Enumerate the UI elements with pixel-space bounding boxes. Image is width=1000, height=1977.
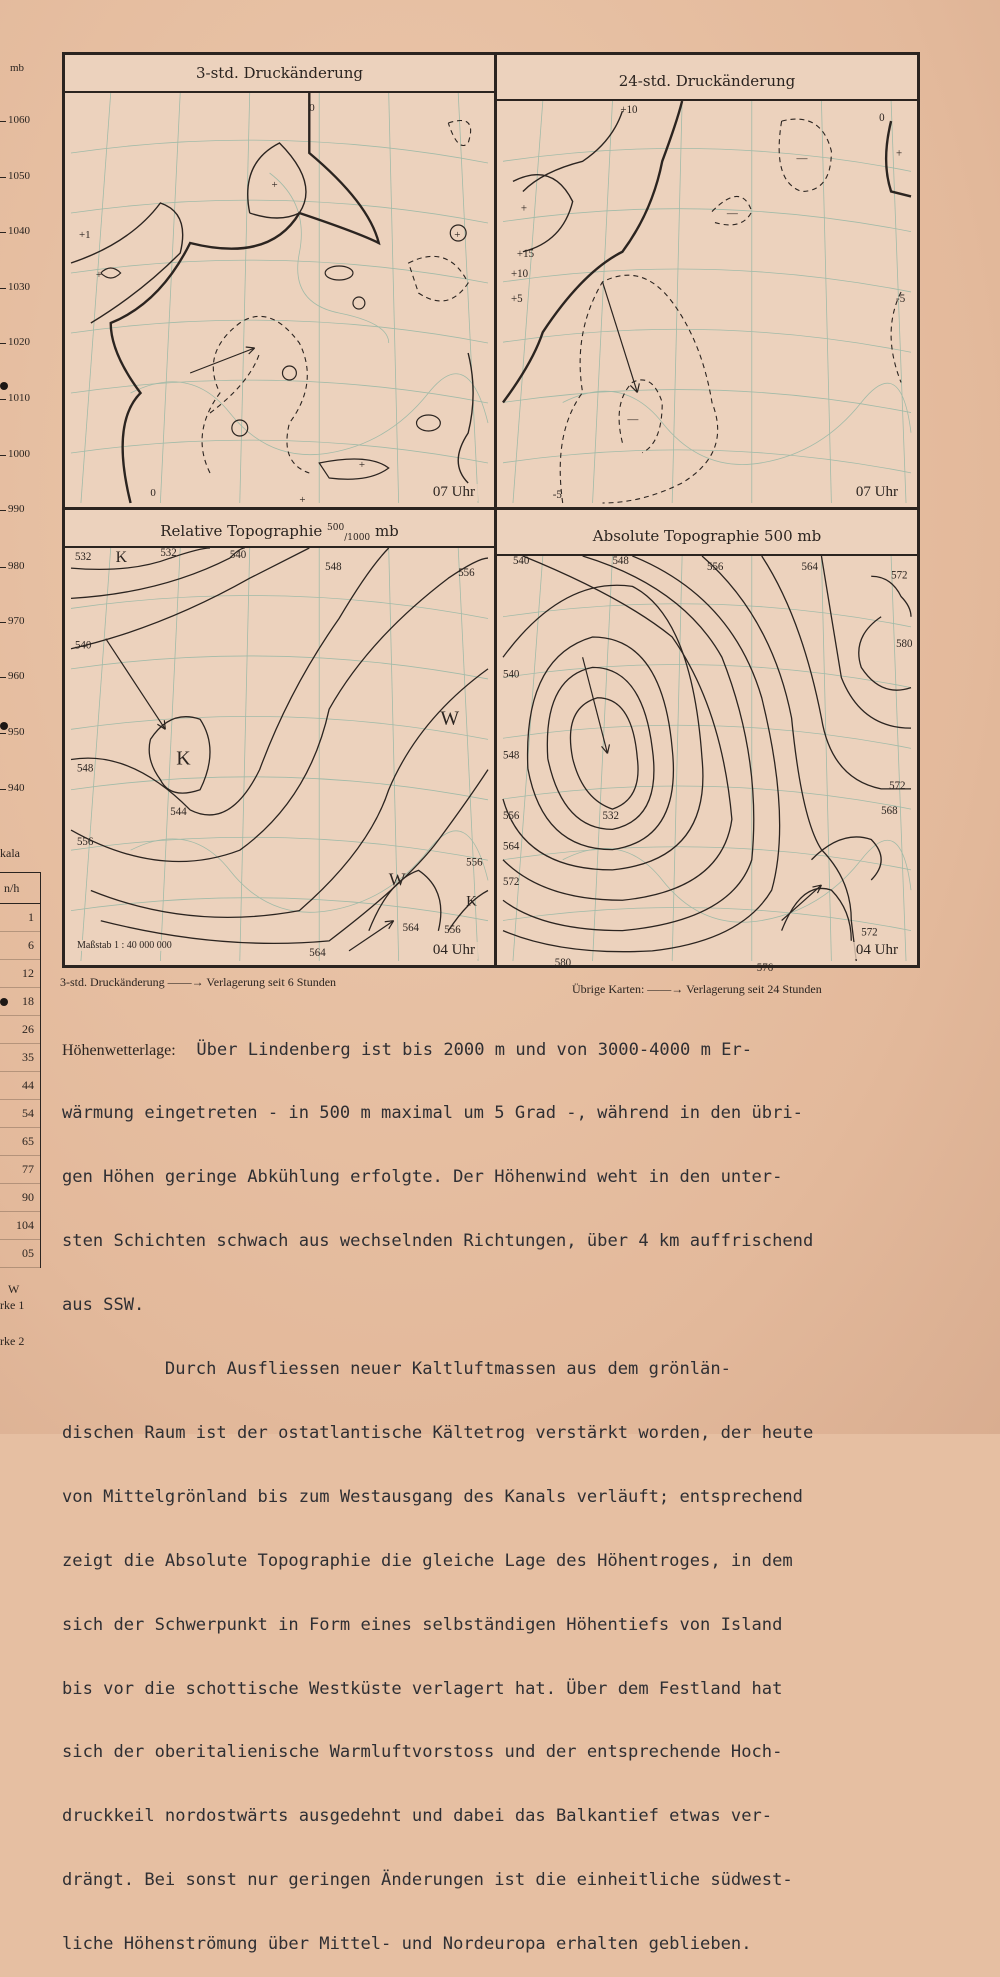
svg-text:+10: +10 xyxy=(620,104,638,117)
binder-hole xyxy=(0,722,8,730)
panel-title: 24-std. Druckänderung xyxy=(497,63,917,101)
svg-text:+1: +1 xyxy=(78,228,91,242)
contour-label: 556 xyxy=(76,836,94,849)
scale-tick: 1010 xyxy=(0,392,30,404)
contour-label: 572 xyxy=(891,569,908,582)
contour-label: 532 xyxy=(602,810,619,823)
map-time: 04 Uhr xyxy=(430,942,478,959)
panel-title: Absolute Topographie 500 mb xyxy=(497,518,917,556)
contour-label: 532 xyxy=(74,551,92,564)
weather-report-text xyxy=(62,997,962,1977)
binder-hole xyxy=(0,382,8,390)
wind-row: 05 xyxy=(0,1240,40,1268)
map-24h-pressure-change xyxy=(503,101,911,503)
wind-row: 65 xyxy=(0,1128,40,1156)
scale-label: kala xyxy=(0,846,20,860)
svg-text:-5: -5 xyxy=(896,292,906,306)
report-text-line: dischen Raum ist der ostatlantische Kältetrog verstärkt worden, der heute xyxy=(62,1422,814,1443)
wind-row: 6 xyxy=(0,932,40,960)
svg-text:+: + xyxy=(95,268,102,282)
report-text-line: gen Höhen geringe Abkühlung erfolgte. Der Höhenwind weht in den unter- xyxy=(62,1167,783,1188)
wind-row: 90 xyxy=(0,1184,40,1212)
svg-text:0: 0 xyxy=(879,112,885,125)
svg-text:+: + xyxy=(896,147,903,160)
panel-title xyxy=(65,510,494,548)
report-text-line: bis vor die schottische Westküste verlagert hat. Über dem Festland hat xyxy=(62,1678,783,1699)
contour-label: 532 xyxy=(160,546,177,560)
wind-row: 1 xyxy=(0,904,40,932)
contour-label: 556 xyxy=(444,923,461,936)
contour-label: 556 xyxy=(466,856,483,869)
panel-divider-horizontal xyxy=(65,507,917,510)
panel-title-sup: 500 xyxy=(327,523,345,533)
contour-label: K xyxy=(115,549,128,567)
contour-label: 548 xyxy=(503,749,520,762)
map-scale-note: Maßstab 1 : 40 000 000 xyxy=(77,940,172,951)
svg-text:—: — xyxy=(627,413,639,426)
contour-label: 580 xyxy=(554,956,572,970)
report-text-line: liche Höhenströmung über Mittel- und Nordeuropa erhalten geblieben. xyxy=(62,1934,752,1955)
contour-label: 564 xyxy=(801,561,818,574)
contour-label: 564 xyxy=(503,840,520,853)
contour-label: 540 xyxy=(74,639,92,652)
contour-label: 568 xyxy=(881,805,898,818)
wind-speed-table xyxy=(0,872,41,1268)
contour-label: 572 xyxy=(503,875,520,889)
contour-label: 540 xyxy=(512,555,530,568)
wind-row: 26 xyxy=(0,1016,40,1044)
report-text-line: Über Lindenberg ist bis 2000 m und von 3000-4000 m Er- xyxy=(196,1039,753,1060)
contour-label: 540 xyxy=(229,549,247,562)
svg-text:+5: +5 xyxy=(510,292,523,306)
wind-row: 77 xyxy=(0,1156,40,1184)
map-time: 07 Uhr xyxy=(853,484,901,501)
scale-tick: 990 xyxy=(0,503,25,515)
wind-row: 44 xyxy=(0,1072,40,1100)
report-line xyxy=(62,1040,962,1061)
scale-tick: 1060 xyxy=(0,114,30,126)
contour-label: 576 xyxy=(756,962,774,975)
scale-tick: 1000 xyxy=(0,448,30,460)
contour-label: 572 xyxy=(889,779,906,792)
contour-label: 564 xyxy=(402,921,419,934)
scale-tick: 980 xyxy=(0,560,25,572)
report-text-line: aus SSW. xyxy=(62,1295,145,1316)
contour-label: 556 xyxy=(458,567,475,580)
contour-label: 544 xyxy=(170,805,187,818)
report-text-line: sich der Schwerpunkt in Form eines selbständigen Höhentiefs von Island xyxy=(62,1614,783,1635)
map-3h-pressure-change xyxy=(71,93,488,507)
legend-right: Übrige Karten: ——→ Verlagerung seit 24 Stunden xyxy=(572,982,822,996)
scale-footnote: rke 1 xyxy=(0,1298,25,1312)
contour-label: 564 xyxy=(309,946,326,959)
svg-text:0: 0 xyxy=(150,486,156,500)
scale-footnote: W xyxy=(8,1282,20,1296)
binder-hole xyxy=(0,998,8,1006)
wind-table-header: n/h xyxy=(0,872,40,904)
report-text-line: druckkeil nordostwärts ausgedehnt und dabei das Balkantief etwas ver- xyxy=(62,1806,773,1827)
svg-text:+15: +15 xyxy=(516,247,535,260)
map-time: 07 Uhr xyxy=(430,484,478,501)
contour-label: 548 xyxy=(612,555,629,568)
contour-label: 556 xyxy=(503,810,520,823)
contour-labels xyxy=(75,547,483,959)
pressure-scale xyxy=(0,0,50,1434)
contour-label: 548 xyxy=(325,561,342,574)
svg-text:+: + xyxy=(520,202,528,215)
report-text-line: drängt. Bei sonst nur geringen Änderungen ist die einheitliche südwest- xyxy=(62,1870,793,1891)
scale-tick: 970 xyxy=(0,615,25,627)
svg-text:+: + xyxy=(358,458,366,472)
svg-text:0: 0 xyxy=(309,101,315,115)
report-text-line: wärmung eingetreten - in 500 m maximal um 5 Grad -, während in den übri- xyxy=(62,1103,803,1124)
svg-text:+10: +10 xyxy=(510,267,529,280)
contour-label: 572 xyxy=(861,926,878,939)
wind-row: 18 xyxy=(0,988,40,1016)
panel-title-sub: /1000 xyxy=(344,533,371,543)
map-absolute-topography xyxy=(503,555,913,975)
wind-row: 35 xyxy=(0,1044,40,1072)
panel-title: 3-std. Druckänderung xyxy=(65,55,494,93)
contour-label: 556 xyxy=(707,561,724,574)
svg-text:—: — xyxy=(796,152,808,165)
scale-tick: 1020 xyxy=(0,336,30,348)
weather-map-grid xyxy=(62,52,920,975)
scale-tick: 1030 xyxy=(0,281,30,293)
report-text-line: von Mittelgrönland bis zum Westausgang des Kanals verläuft; entsprechend xyxy=(62,1486,803,1507)
contour-label: 540 xyxy=(503,668,520,681)
map-panel-absolute-topography xyxy=(497,510,917,975)
contour-label: K xyxy=(176,747,191,770)
report-text-line: sten Schichten schwach aus wechselnden Richtungen, über 4 km auffrischend xyxy=(62,1231,814,1252)
report-lead: Höhenwetterlage: xyxy=(62,1041,176,1059)
panel-title-main: Relative Topographie xyxy=(160,522,323,540)
contour-label: K xyxy=(466,893,477,910)
scale-footnote: rke 2 xyxy=(0,1334,25,1348)
contour-label: 580 xyxy=(896,638,913,651)
scale-tick: 960 xyxy=(0,670,25,682)
contour-label: W xyxy=(440,707,460,730)
wind-row: 104 xyxy=(0,1212,40,1240)
panel-title-unit: mb xyxy=(374,522,399,540)
contour-label: 548 xyxy=(76,762,94,775)
svg-text:—: — xyxy=(726,207,738,220)
legend-left: 3-std. Druckänderung ——→ Verlagerung seit 6 Stunden xyxy=(60,975,337,989)
svg-text:+: + xyxy=(299,493,306,507)
map-time: 04 Uhr xyxy=(853,942,901,959)
map-panel-relative-topography xyxy=(65,510,494,965)
report-text-line: zeigt die Absolute Topographie die gleiche Lage des Höhentroges, in dem xyxy=(62,1550,793,1571)
svg-text:+: + xyxy=(271,178,278,192)
report-text-line: sich der oberitalienische Warmluftvorstoss und der entsprechende Hoch- xyxy=(62,1742,783,1763)
wind-row: 12 xyxy=(0,960,40,988)
scale-tick: 1040 xyxy=(0,225,30,237)
map-relative-topography xyxy=(71,548,488,961)
wind-row: 54 xyxy=(0,1100,40,1128)
scale-tick: 950 xyxy=(0,726,25,738)
scale-unit: mb xyxy=(10,62,25,74)
scale-tick: 1050 xyxy=(0,170,30,182)
report-text-line: Durch Ausfliessen neuer Kaltluftmassen aus dem grönlän- xyxy=(62,1359,731,1380)
panel-divider-vertical xyxy=(494,55,497,965)
svg-text:+: + xyxy=(454,228,461,242)
map-panel-3h-pressure-change xyxy=(65,55,494,507)
svg-text:-5: -5 xyxy=(552,488,562,501)
map-panel-24h-pressure-change xyxy=(497,55,917,507)
contour-label: W xyxy=(388,869,406,890)
scale-tick: 940 xyxy=(0,782,25,794)
